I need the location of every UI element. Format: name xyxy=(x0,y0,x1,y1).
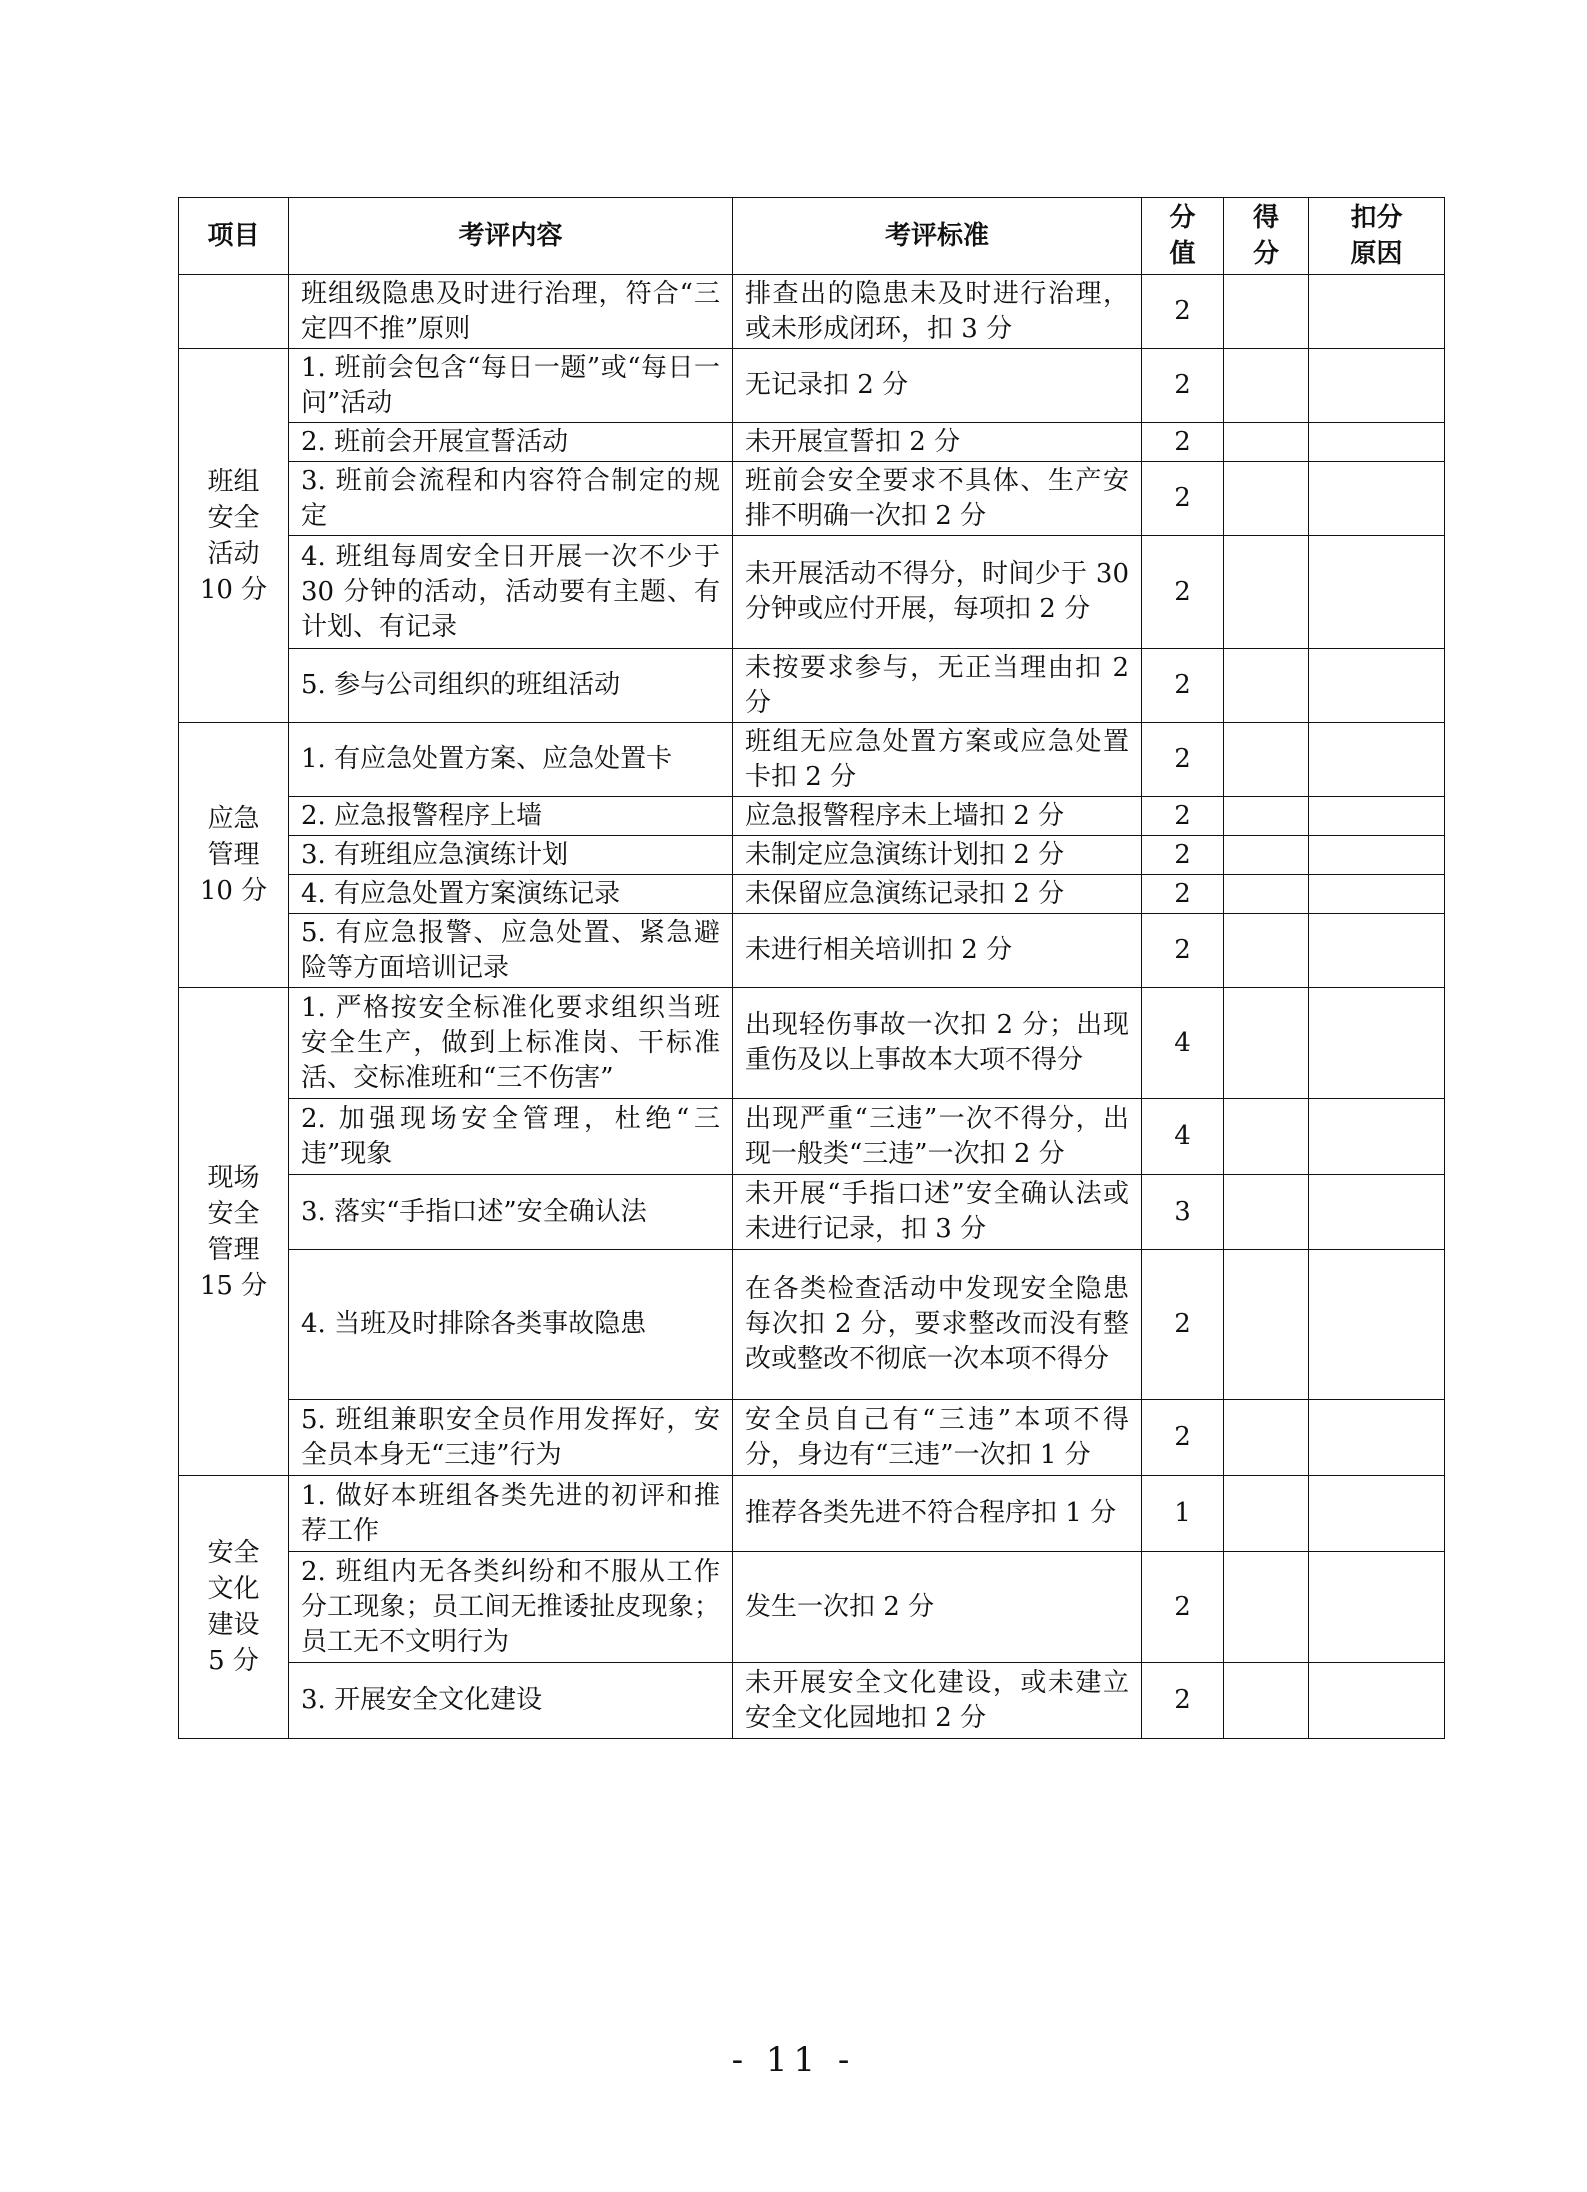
header-points-line1: 分 xyxy=(1169,203,1196,233)
category-line: 10 分 xyxy=(199,574,268,605)
header-reason-line1: 扣分 xyxy=(1350,203,1403,233)
score-cell xyxy=(1224,723,1309,797)
criteria-content: 1. 严格按安全标准化要求组织当班安全生产，做到上标准岗、干标准活、交标准班和“三不伤害” xyxy=(289,988,733,1099)
criteria-standard: 未保留应急演练记录扣 2 分 xyxy=(733,875,1142,914)
criteria-standard: 未开展“手指口述”安全确认法或未进行记录，扣 3 分 xyxy=(733,1175,1142,1250)
points-value: 2 xyxy=(1142,462,1224,536)
score-cell xyxy=(1224,423,1309,462)
criteria-standard: 班组无应急处置方案或应急处置卡扣 2 分 xyxy=(733,723,1142,797)
category-line: 10 分 xyxy=(199,876,268,906)
criteria-content: 2. 加强现场安全管理，杜绝“三违”现象 xyxy=(289,1099,733,1175)
page-number: - 11 - xyxy=(731,2040,856,2080)
points-value: 2 xyxy=(1142,1663,1224,1739)
table-row xyxy=(179,914,1445,988)
reason-cell xyxy=(1309,723,1445,797)
header-points xyxy=(1142,198,1224,275)
score-cell xyxy=(1224,836,1309,875)
score-cell xyxy=(1224,1099,1309,1175)
header-content: 考评内容 xyxy=(289,198,733,275)
points-value: 2 xyxy=(1142,649,1224,723)
reason-cell xyxy=(1309,1400,1445,1476)
points-value: 2 xyxy=(1142,836,1224,875)
score-cell xyxy=(1224,275,1309,349)
table-row xyxy=(179,1476,1445,1552)
category-line: 文化 xyxy=(207,1574,260,1604)
header-standard: 考评标准 xyxy=(733,198,1142,275)
criteria-content: 3. 班前会流程和内容符合制定的规定 xyxy=(289,462,733,536)
criteria-standard: 应急报警程序未上墙扣 2 分 xyxy=(733,797,1142,836)
table-row xyxy=(179,1552,1445,1663)
criteria-content: 3. 落实“手指口述”安全确认法 xyxy=(289,1175,733,1250)
reason-cell xyxy=(1309,1476,1445,1552)
reason-cell xyxy=(1309,1552,1445,1663)
score-cell xyxy=(1224,462,1309,536)
table-row xyxy=(179,1099,1445,1175)
criteria-standard: 未开展活动不得分，时间少于 30 分钟或应付开展，每项扣 2 分 xyxy=(733,536,1142,649)
table-row xyxy=(179,349,1445,423)
category-line: 安全 xyxy=(207,1198,260,1229)
criteria-content: 4. 班组每周安全日开展一次不少于 30 分钟的活动，活动要有主题、有计划、有记录 xyxy=(289,536,733,649)
table-row xyxy=(179,1250,1445,1400)
reason-cell xyxy=(1309,423,1445,462)
criteria-content: 3. 开展安全文化建设 xyxy=(289,1663,733,1739)
evaluation-table xyxy=(178,197,1445,1739)
points-value: 3 xyxy=(1142,1175,1224,1250)
points-value: 2 xyxy=(1142,423,1224,462)
criteria-content: 1. 做好本班组各类先进的初评和推荐工作 xyxy=(289,1476,733,1552)
category-line: 管理 xyxy=(207,840,260,870)
points-value: 2 xyxy=(1142,1250,1224,1400)
table-row xyxy=(179,649,1445,723)
criteria-standard: 发生一次扣 2 分 xyxy=(733,1552,1142,1663)
category-line: 班组 xyxy=(207,466,260,497)
criteria-content: 1. 有应急处置方案、应急处置卡 xyxy=(289,723,733,797)
criteria-standard: 未制定应急演练计划扣 2 分 xyxy=(733,836,1142,875)
criteria-standard: 班前会安全要求不具体、生产安排不明确一次扣 2 分 xyxy=(733,462,1142,536)
reason-cell xyxy=(1309,1663,1445,1739)
score-cell xyxy=(1224,1175,1309,1250)
category-line: 管理 xyxy=(207,1234,260,1265)
category-line: 活动 xyxy=(207,538,260,569)
header-score xyxy=(1224,198,1309,275)
reason-cell xyxy=(1309,462,1445,536)
points-value: 2 xyxy=(1142,1400,1224,1476)
reason-cell xyxy=(1309,1250,1445,1400)
category-line: 5 分 xyxy=(208,1646,259,1676)
reason-cell xyxy=(1309,836,1445,875)
score-cell xyxy=(1224,1400,1309,1476)
score-cell xyxy=(1224,536,1309,649)
reason-cell xyxy=(1309,1175,1445,1250)
reason-cell xyxy=(1309,1099,1445,1175)
criteria-content: 4. 有应急处置方案演练记录 xyxy=(289,875,733,914)
table-row xyxy=(179,1400,1445,1476)
table-row xyxy=(179,875,1445,914)
criteria-content: 5. 参与公司组织的班组活动 xyxy=(289,649,733,723)
points-value: 2 xyxy=(1142,349,1224,423)
criteria-content: 4. 当班及时排除各类事故隐患 xyxy=(289,1250,733,1400)
points-value: 2 xyxy=(1142,723,1224,797)
score-cell xyxy=(1224,1663,1309,1739)
category-team-safety-activity xyxy=(179,349,289,723)
points-value: 4 xyxy=(1142,988,1224,1099)
reason-cell xyxy=(1309,914,1445,988)
criteria-standard: 未按要求参与，无正当理由扣 2 分 xyxy=(733,649,1142,723)
points-value: 2 xyxy=(1142,536,1224,649)
score-cell xyxy=(1224,649,1309,723)
points-value: 2 xyxy=(1142,875,1224,914)
reason-cell xyxy=(1309,349,1445,423)
criteria-standard: 出现严重“三违”一次不得分，出现一般类“三违”一次扣 2 分 xyxy=(733,1099,1142,1175)
table-row xyxy=(179,1663,1445,1739)
criteria-content: 5. 班组兼职安全员作用发挥好，安全员本身无“三违”行为 xyxy=(289,1400,733,1476)
reason-cell xyxy=(1309,649,1445,723)
table-row xyxy=(179,988,1445,1099)
table-header-row xyxy=(179,198,1445,275)
category-line: 15 分 xyxy=(199,1270,268,1301)
reason-cell xyxy=(1309,988,1445,1099)
score-cell xyxy=(1224,1552,1309,1663)
table-row xyxy=(179,836,1445,875)
table-row xyxy=(179,536,1445,649)
table-row xyxy=(179,723,1445,797)
points-value: 2 xyxy=(1142,275,1224,349)
criteria-content: 3. 有班组应急演练计划 xyxy=(289,836,733,875)
criteria-standard: 未开展安全文化建设，或未建立安全文化园地扣 2 分 xyxy=(733,1663,1142,1739)
criteria-standard: 出现轻伤事故一次扣 2 分；出现重伤及以上事故本大项不得分 xyxy=(733,988,1142,1099)
header-score-line2: 分 xyxy=(1252,239,1279,269)
reason-cell xyxy=(1309,875,1445,914)
header-item: 项目 xyxy=(179,198,289,275)
reason-cell xyxy=(1309,275,1445,349)
criteria-content: 2. 应急报警程序上墙 xyxy=(289,797,733,836)
table-row xyxy=(179,1175,1445,1250)
table-row xyxy=(179,462,1445,536)
criteria-content: 1. 班前会包含“每日一题”或“每日一问”活动 xyxy=(289,349,733,423)
criteria-standard: 在各类检查活动中发现安全隐患每次扣 2 分，要求整改而没有整改或整改不彻底一次本项不得分 xyxy=(733,1250,1142,1400)
points-value: 2 xyxy=(1142,1552,1224,1663)
category-line: 安全 xyxy=(207,502,260,533)
criteria-content: 班组级隐患及时进行治理，符合“三定四不推”原则 xyxy=(289,275,733,349)
header-points-line2: 值 xyxy=(1169,239,1196,269)
criteria-content: 2. 班组内无各类纠纷和不服从工作分工现象；员工间无推诿扯皮现象；员工无不文明行为 xyxy=(289,1552,733,1663)
category-site-safety-management xyxy=(179,988,289,1476)
points-value: 2 xyxy=(1142,914,1224,988)
score-cell xyxy=(1224,1476,1309,1552)
table-row xyxy=(179,797,1445,836)
score-cell xyxy=(1224,914,1309,988)
points-value: 2 xyxy=(1142,797,1224,836)
criteria-standard: 推荐各类先进不符合程序扣 1 分 xyxy=(733,1476,1142,1552)
points-value: 1 xyxy=(1142,1476,1224,1552)
criteria-standard: 未开展宣誓扣 2 分 xyxy=(733,423,1142,462)
reason-cell xyxy=(1309,797,1445,836)
category-line: 建设 xyxy=(207,1610,260,1640)
category-line: 安全 xyxy=(207,1538,260,1568)
criteria-standard: 排查出的隐患未及时进行治理，或未形成闭环，扣 3 分 xyxy=(733,275,1142,349)
criteria-standard: 安全员自己有“三违”本项不得分，身边有“三违”一次扣 1 分 xyxy=(733,1400,1142,1476)
category-emergency-management xyxy=(179,723,289,988)
score-cell xyxy=(1224,797,1309,836)
points-value: 4 xyxy=(1142,1099,1224,1175)
score-cell xyxy=(1224,1250,1309,1400)
table-row xyxy=(179,275,1445,349)
header-deduction-reason xyxy=(1309,198,1445,275)
score-cell xyxy=(1224,875,1309,914)
score-cell xyxy=(1224,349,1309,423)
category-safety-culture xyxy=(179,1476,289,1739)
header-reason-line2: 原因 xyxy=(1350,239,1403,269)
category-cell-empty xyxy=(179,275,289,349)
category-line: 现场 xyxy=(207,1162,260,1193)
reason-cell xyxy=(1309,536,1445,649)
category-line: 应急 xyxy=(207,804,260,834)
criteria-content: 5. 有应急报警、应急处置、紧急避险等方面培训记录 xyxy=(289,914,733,988)
header-score-line1: 得 xyxy=(1252,203,1279,233)
criteria-standard: 未进行相关培训扣 2 分 xyxy=(733,914,1142,988)
score-cell xyxy=(1224,988,1309,1099)
criteria-content: 2. 班前会开展宣誓活动 xyxy=(289,423,733,462)
criteria-standard: 无记录扣 2 分 xyxy=(733,349,1142,423)
table-row xyxy=(179,423,1445,462)
